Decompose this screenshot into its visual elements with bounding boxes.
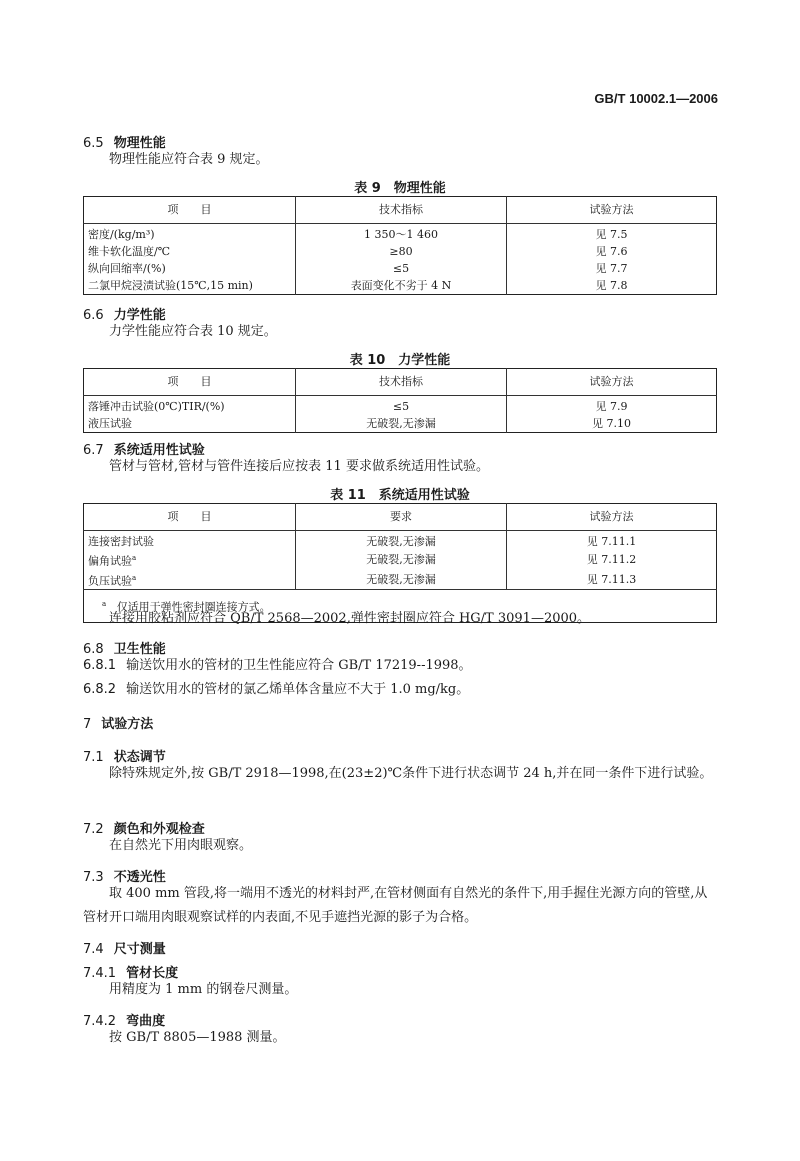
footnote-marker: a <box>132 573 137 582</box>
section-title: 不透光性 <box>113 870 166 885</box>
column-header: 项 目 <box>84 369 296 396</box>
paragraph-7-3: 取 400 mm 管段,将一端用不透光的材料封严,在管材侧面有自然光的条件下,用手握住光源方向的管壁,从管材开口端用肉眼观察试样的内表面,不见手遮挡光源的影子为合格。 <box>83 886 708 925</box>
table-cell: 二氯甲烷浸渍试验(15℃,15 min) <box>88 279 253 292</box>
paragraph-6-7: 管材与管材,管材与管件连接后应按表 11 要求做系统适用性试验。 <box>109 459 489 474</box>
table-cell <box>84 550 296 570</box>
paragraph-6-6: 力学性能应符合表 10 规定。 <box>109 324 277 339</box>
table9 <box>83 196 717 295</box>
table-cell: ≥80 <box>296 243 507 260</box>
column-header: 技术指标 <box>296 197 507 224</box>
table-cell: 见 7.8 <box>507 277 717 295</box>
table-cell: 见 7.11.2 <box>507 550 717 570</box>
table9-caption: 表 9 物理性能 <box>354 181 446 196</box>
clause-number: 6.8.2 <box>83 682 117 697</box>
table-cell: 无破裂,无渗漏 <box>296 570 507 590</box>
table-header-row <box>84 504 717 531</box>
clause-6-8-1 <box>83 654 719 678</box>
clause-6-8-2 <box>83 678 719 702</box>
column-header: 项 目 <box>84 197 296 224</box>
section-number: 7.4.1 <box>83 966 117 981</box>
section-number: 7.4 <box>83 942 104 957</box>
table-cell: 见 7.9 <box>507 396 717 416</box>
table-header-row <box>84 197 717 224</box>
table-cell: 见 7.10 <box>507 415 717 433</box>
section-number: 6.5 <box>83 136 104 151</box>
table-row <box>84 570 717 590</box>
item-label: 偏角试验 <box>88 554 132 568</box>
column-header: 试验方法 <box>507 369 717 396</box>
section-title: 颜色和外观检查 <box>113 822 205 837</box>
item-label: 负压试验 <box>88 574 132 588</box>
table-row <box>84 224 717 244</box>
table-cell: 见 7.5 <box>507 224 717 244</box>
table-row <box>84 243 717 260</box>
section-number: 7.2 <box>83 822 104 837</box>
table10 <box>83 368 717 433</box>
table-row <box>84 550 717 570</box>
table-cell <box>84 570 296 590</box>
paragraph-7-1: 除特殊规定外,按 GB/T 2918—1998,在(23±2)℃条件下进行状态调节 24 h,并在同一条件下进行试验。 <box>109 766 713 781</box>
table-row <box>84 531 717 551</box>
table-header-row <box>84 369 717 396</box>
table-cell: 密度/(kg/m³) <box>88 228 155 241</box>
section-title: 弯曲度 <box>126 1014 166 1029</box>
table-cell <box>84 531 296 551</box>
table-cell: 维卡软化温度/℃ <box>88 245 171 258</box>
table-row <box>84 277 717 295</box>
table-cell: 见 7.7 <box>507 260 717 277</box>
column-header: 项 目 <box>84 504 296 531</box>
section-number: 7.3 <box>83 870 104 885</box>
clause-text: 输送饮用水的管材的卫生性能应符合 GB/T 17219--1998。 <box>126 658 472 673</box>
table-cell: 见 7.11.1 <box>507 531 717 551</box>
section-title: 力学性能 <box>113 308 166 323</box>
clause-number: 6.8.1 <box>83 658 117 673</box>
section-title: 试验方法 <box>101 717 154 732</box>
table-cell: 无破裂,无渗漏 <box>296 531 507 551</box>
table-cell: ≤5 <box>296 396 507 416</box>
section-title: 卫生性能 <box>113 642 166 657</box>
section-title: 管材长度 <box>126 966 179 981</box>
section-number: 7.4.2 <box>83 1014 117 1029</box>
paragraph-7-4-1: 用精度为 1 mm 的钢卷尺测量。 <box>109 982 298 997</box>
footnote-text: 仅适用于弹性密封圈连接方式。 <box>116 600 271 614</box>
table-cell: 见 7.11.3 <box>507 570 717 590</box>
section-title: 尺寸测量 <box>113 942 166 957</box>
table10-caption: 表 10 力学性能 <box>349 353 451 368</box>
table-cell: 表面变化不劣于 4 N <box>296 277 507 295</box>
clause-text: 输送饮用水的管材的氯乙烯单体含量应不大于 1.0 mg/kg。 <box>126 682 470 697</box>
column-header: 试验方法 <box>507 197 717 224</box>
section-number: 6.7 <box>83 443 104 458</box>
column-header: 试验方法 <box>507 504 717 531</box>
standard-code: GB/T 10002.1—2006 <box>594 91 718 106</box>
table11-caption: 表 11 系统适用性试验 <box>330 488 470 503</box>
table-cell: 无破裂,无渗漏 <box>296 550 507 570</box>
section-number: 6.6 <box>83 308 104 323</box>
paragraph-6-7-after: 连接用胶粘剂应符合 QB/T 2568—2002,弹性密封圈应符合 HG/T 3091—2000。 <box>109 611 591 626</box>
section-heading-7-4 <box>83 938 166 957</box>
column-header: 技术指标 <box>296 369 507 396</box>
footnote-marker: a <box>102 600 107 609</box>
table-row <box>84 415 717 433</box>
table-cell: 液压试验 <box>88 417 132 430</box>
table-cell: 1 350～1 460 <box>296 224 507 244</box>
table-cell: 无破裂,无渗漏 <box>296 415 507 433</box>
section-heading-7 <box>83 713 153 732</box>
table-cell: 落锤冲击试验(0℃)TIR/(%) <box>88 400 225 413</box>
section-title: 物理性能 <box>113 136 166 151</box>
paragraph-6-5: 物理性能应符合表 9 规定。 <box>109 152 269 167</box>
table-cell: 纵向回缩率/(%) <box>88 262 166 275</box>
paragraph-7-2: 在自然光下用肉眼观察。 <box>109 838 253 853</box>
column-header: 要求 <box>296 504 507 531</box>
section-number: 7.1 <box>83 750 104 765</box>
paragraph-7-4-2: 按 GB/T 8805—1988 测量。 <box>109 1030 286 1045</box>
section-number: 6.8 <box>83 642 104 657</box>
footnote-marker: a <box>132 554 137 562</box>
table-cell: ≤5 <box>296 260 507 277</box>
item-label: 连接密封试验 <box>88 535 154 548</box>
section-number: 7 <box>83 717 92 732</box>
table11 <box>83 503 717 623</box>
table-cell: 见 7.6 <box>507 243 717 260</box>
table-row <box>84 396 717 416</box>
section-title: 系统适用性试验 <box>113 443 205 458</box>
section-title: 状态调节 <box>113 750 166 765</box>
table-row <box>84 260 717 277</box>
